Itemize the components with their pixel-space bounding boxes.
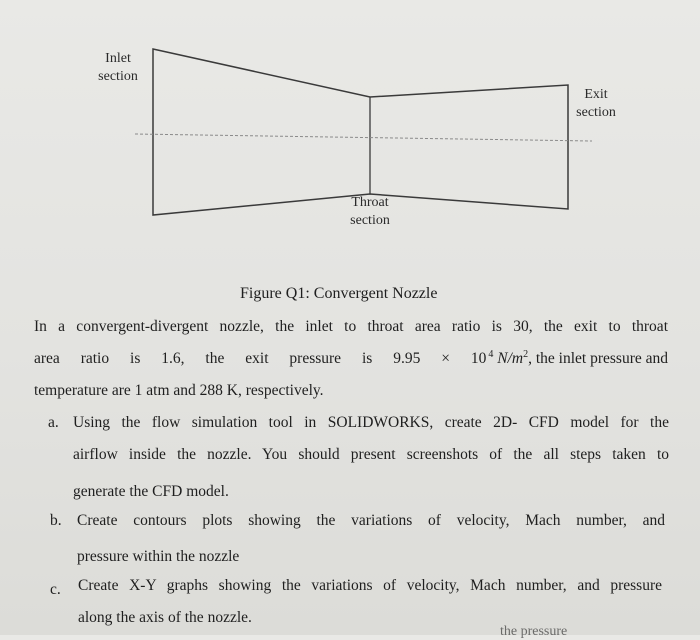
exit-label-line2: section (576, 105, 616, 120)
throat-label-line2: section (350, 213, 390, 228)
intro-line-2-part-a (34, 350, 488, 368)
item-b-line-1 (77, 512, 665, 530)
item-a-line-1-text: Using the flow simulation tool in SOLIDWORKS, create 2D- CFD model for the (73, 414, 669, 431)
inlet-section-label (88, 50, 148, 86)
intro-line-2 (34, 350, 668, 368)
item-a-line-3: generate the CFD model. (73, 483, 229, 500)
exit-section-label (566, 86, 626, 122)
cutoff-text: the pressure (500, 624, 568, 639)
nozzle-axis (135, 134, 592, 141)
intro-line-3: temperature are 1 atm and 288 K, respectively. (34, 382, 324, 399)
exponent-2: 2 (523, 349, 529, 360)
intro-line-2-tail: , the inlet pressure and (528, 350, 668, 367)
throat-label-line1: Throat (351, 195, 389, 210)
inlet-label-line1: Inlet (105, 51, 131, 66)
intro-line-1-text: In a convergent-divergent nozzle, the inlet to throat area ratio is 30, the exit to throat (34, 318, 668, 335)
unit-text: N/m (493, 350, 524, 367)
item-b-line-2: pressure within the nozzle (77, 548, 240, 565)
throat-section-label (338, 194, 402, 230)
item-b-line-1-text: Create contours plots showing the variations of velocity, Mach number, and (77, 512, 665, 529)
exit-label-line1: Exit (584, 87, 608, 102)
intro-line-1 (34, 318, 668, 336)
intro-line-2-a: area ratio is 1.6, the exit pressure is 9.95 × 10 (34, 350, 487, 367)
item-a-line-2-text: airflow inside the nozzle. You should present screenshots of the all steps taken to (73, 446, 669, 463)
exponent-4: 4 (488, 349, 494, 360)
item-c-line-2: along the axis of the nozzle. (78, 609, 252, 626)
item-b-marker: b. (50, 512, 62, 529)
item-c-marker: c. (50, 581, 61, 598)
item-a-line-1 (73, 414, 669, 432)
inlet-label-line2: section (98, 69, 138, 84)
intro-line-2-text (34, 350, 668, 368)
item-c-line-1 (78, 577, 662, 595)
nozzle-outline (153, 49, 568, 215)
pressure-value (488, 350, 668, 368)
figure-caption: Figure Q1: Convergent Nozzle (240, 285, 438, 302)
item-a-line-2 (73, 446, 669, 464)
item-c-line-1-text: Create X-Y graphs showing the variations of velocity, Mach number, and pressure (78, 577, 662, 594)
nozzle-diagram (0, 0, 700, 280)
item-a-marker: a. (48, 414, 59, 431)
